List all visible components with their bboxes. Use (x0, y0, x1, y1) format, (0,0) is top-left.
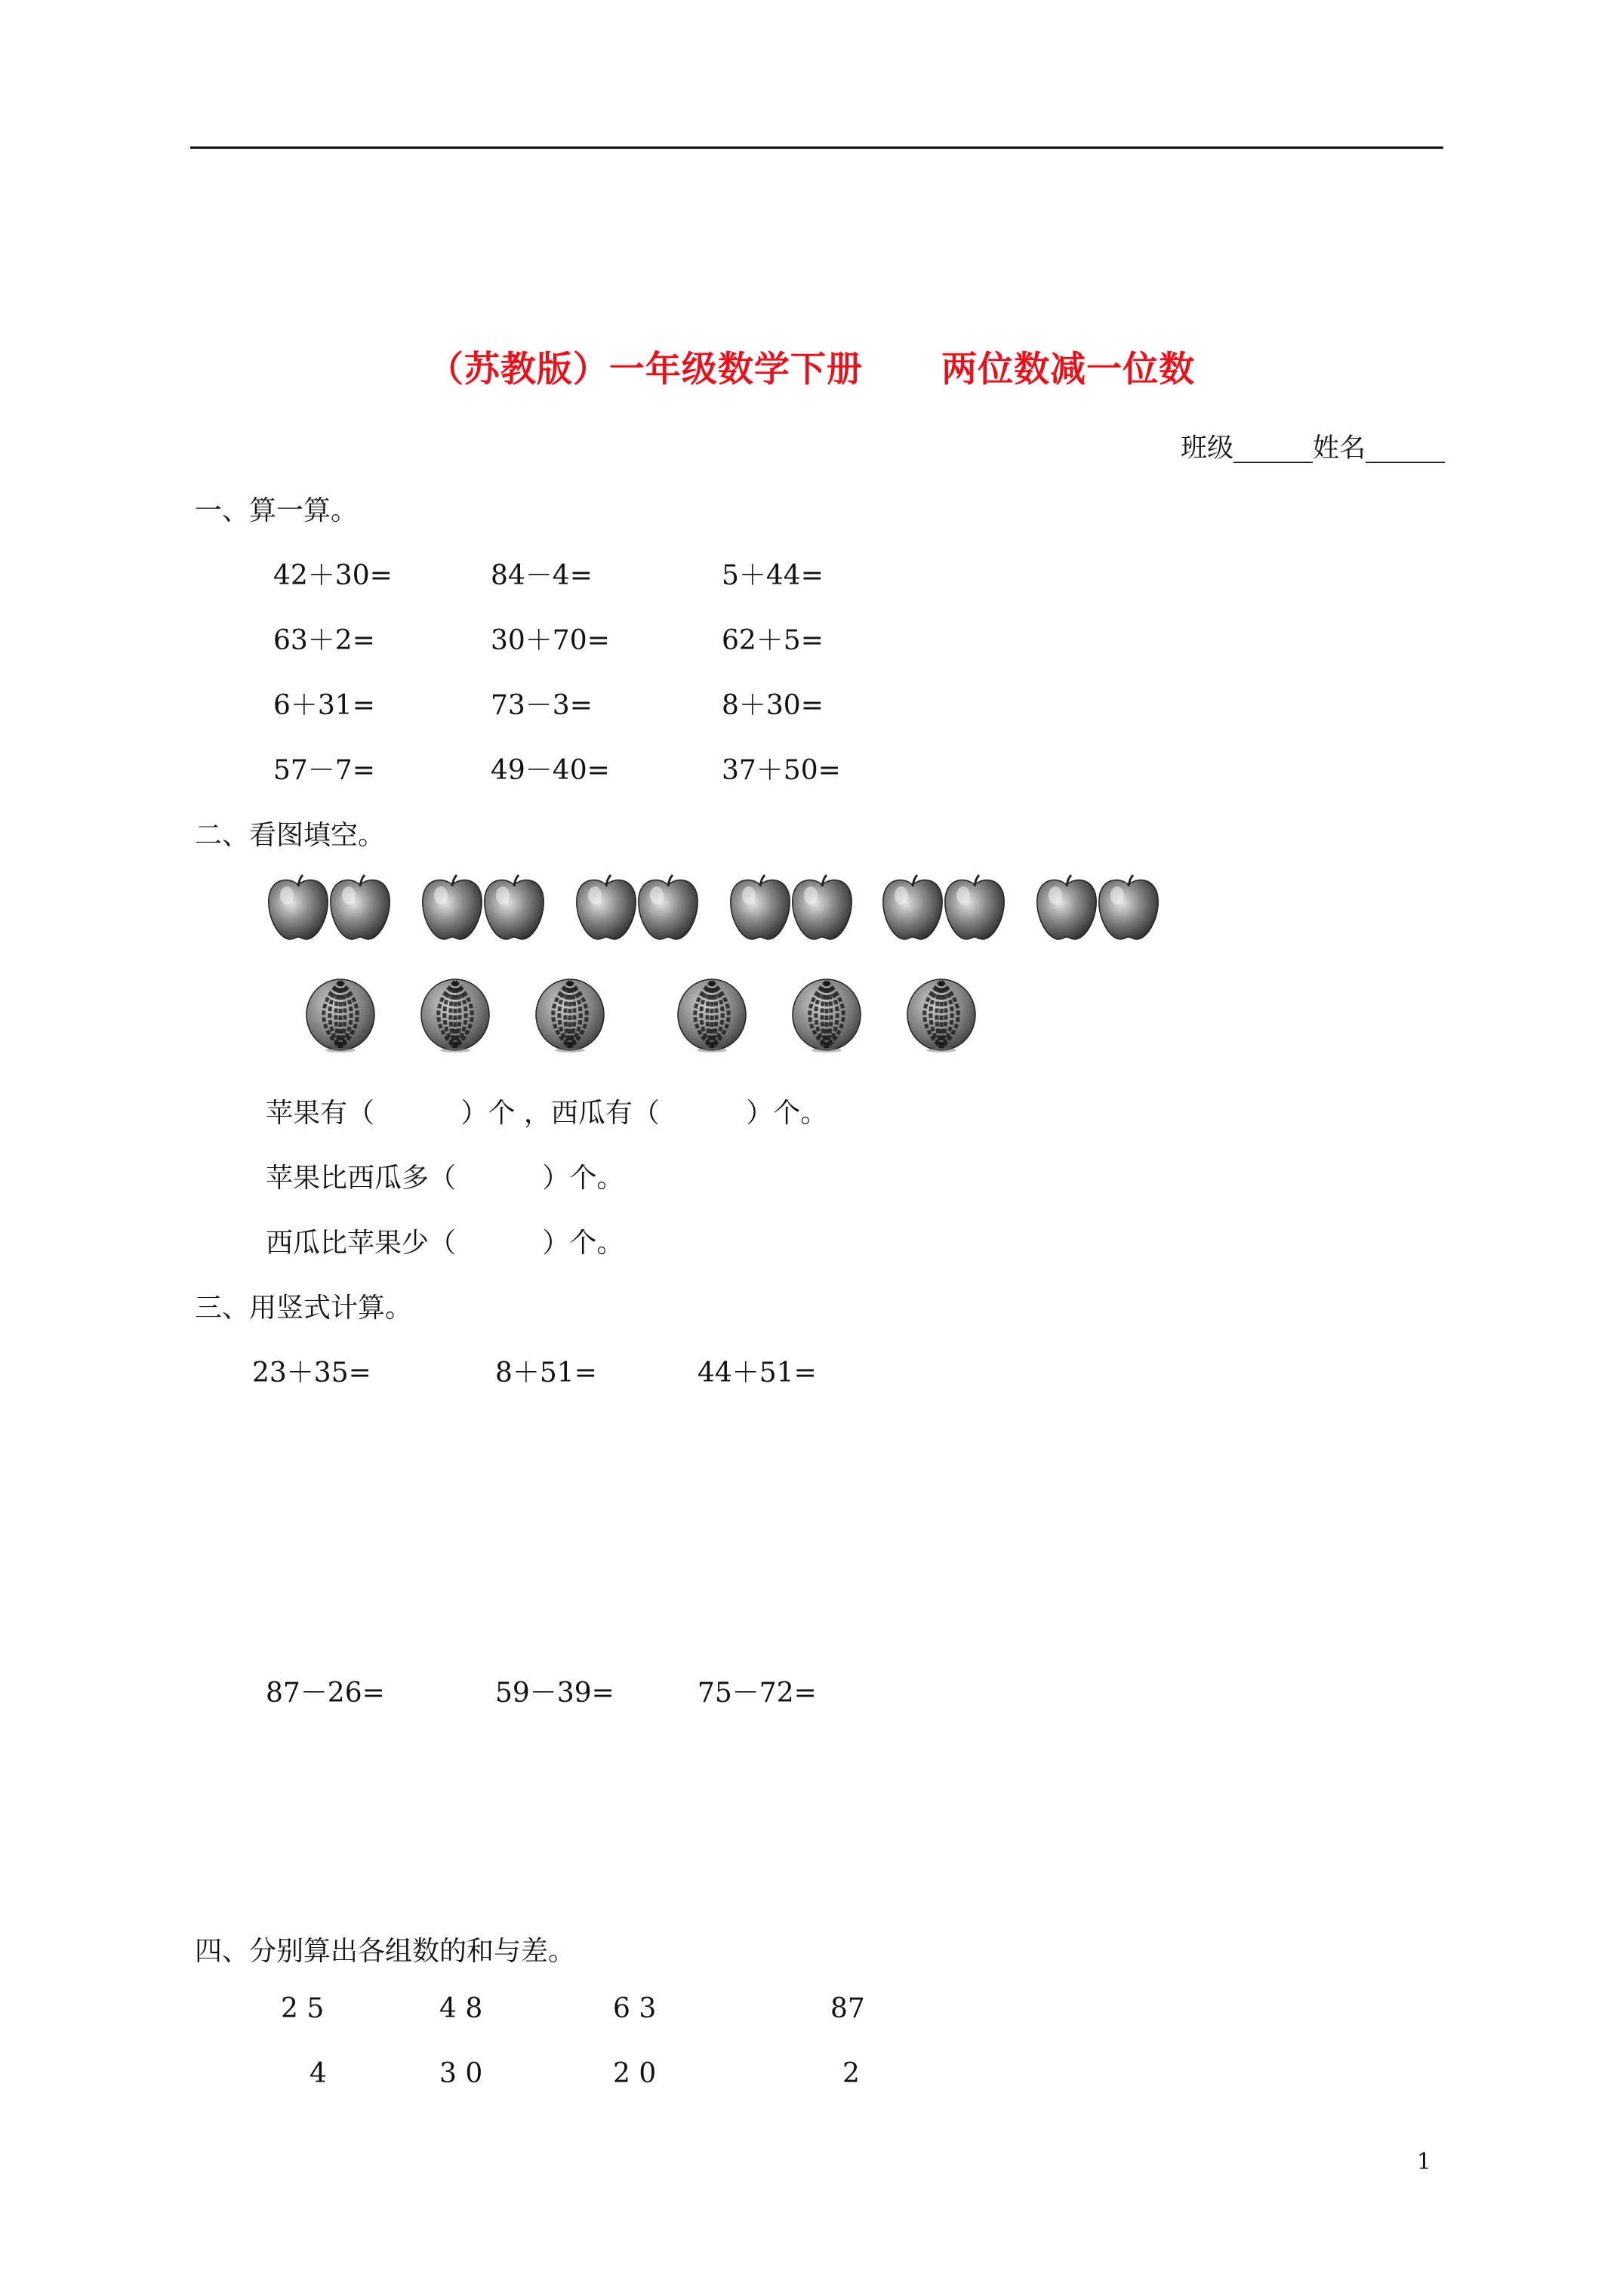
number-group-top: 6 3 (613, 1993, 657, 2024)
watermelon-icon (906, 977, 977, 1052)
apple-icon (420, 873, 485, 942)
fill-blank-line: 西瓜比苹果少（ ）个。 (266, 1228, 624, 1259)
number-group-bottom: 3 0 (439, 2058, 483, 2089)
equation: 8＋30= (722, 690, 824, 721)
class-name-line: 班级______姓名______ (1180, 433, 1445, 464)
fill-blank-line: 苹果有（ ）个 ，西瓜有（ ）个。 (266, 1098, 828, 1129)
watermelon-icon (534, 977, 605, 1052)
equation: 5＋44= (722, 560, 824, 591)
number-group-top: 87 (830, 1993, 865, 2024)
equation: 42＋30= (273, 560, 393, 591)
number-group-bottom: 4 (310, 2058, 327, 2089)
equation: 84－4= (491, 560, 593, 591)
watermelon-icon (305, 977, 376, 1052)
apple-icon (728, 873, 793, 942)
equation: 6＋31= (273, 690, 375, 721)
watermelon-icon (791, 977, 862, 1052)
vertical-calc-problem: 87－26= (266, 1678, 385, 1709)
apple-icon (1096, 873, 1161, 942)
page-number: 1 (1416, 2149, 1431, 2175)
equation: 37＋50= (722, 755, 841, 786)
apple-icon (328, 873, 393, 942)
watermelon-icon (420, 977, 491, 1052)
apple-icon (942, 873, 1007, 942)
number-group-top: 4 8 (439, 1993, 483, 2024)
fill-blank-line: 苹果比西瓜多（ ）个。 (266, 1163, 624, 1194)
vertical-calc-problem: 23＋35= (252, 1358, 371, 1388)
apple-icon (790, 873, 855, 942)
page-title: （苏教版）一年级数学下册 两位数减一位数 (427, 349, 1196, 390)
apple-icon (1034, 873, 1099, 942)
vertical-calc-problem: 44＋51= (698, 1358, 817, 1388)
header-rule (190, 146, 1443, 149)
section2-heading: 二、看图填空。 (195, 820, 386, 851)
equation: 62＋5= (722, 625, 824, 656)
apple-icon (574, 873, 639, 942)
vertical-calc-problem: 59－39= (495, 1678, 614, 1709)
section1-heading: 一、算一算。 (195, 495, 359, 526)
apple-icon (880, 873, 945, 942)
equation: 73－3= (491, 690, 593, 721)
number-group-bottom: 2 0 (613, 2058, 657, 2089)
apple-icon (482, 873, 547, 942)
apple-icon (266, 873, 331, 942)
equation: 49－40= (491, 755, 610, 786)
equation: 63＋2= (273, 625, 375, 656)
vertical-calc-problem: 75－72= (698, 1678, 817, 1709)
equation: 30＋70= (491, 625, 610, 656)
vertical-calc-problem: 8＋51= (495, 1358, 597, 1388)
number-group-bottom: 2 (842, 2058, 860, 2089)
watermelon-icon (676, 977, 747, 1052)
number-group-top: 2 5 (281, 1993, 325, 2024)
section4-heading: 四、分别算出各组数的和与差。 (195, 1936, 576, 1967)
apple-icon (636, 873, 701, 942)
equation: 57－7= (273, 755, 375, 786)
section3-heading: 三、用竖式计算。 (195, 1293, 413, 1324)
